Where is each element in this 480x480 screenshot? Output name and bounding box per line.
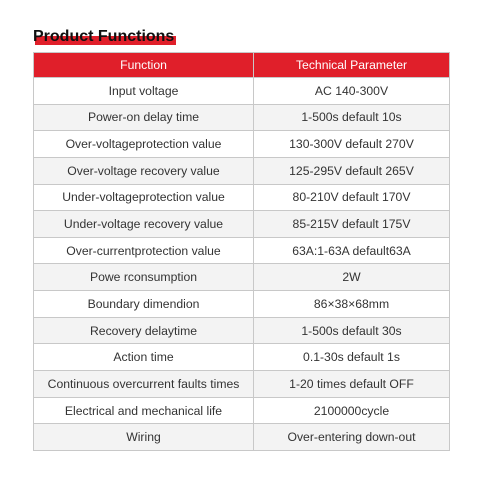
function-cell: Under-voltageprotection value [34, 184, 254, 211]
parameter-cell: AC 140-300V [254, 78, 450, 105]
function-cell: Power-on delay time [34, 104, 254, 131]
function-cell: Electrical and mechanical life [34, 397, 254, 424]
parameter-cell: 130-300V default 270V [254, 131, 450, 158]
function-cell: Input voltage [34, 78, 254, 105]
table-row [34, 264, 450, 291]
function-cell: Boundary dimendion [34, 291, 254, 318]
function-cell: Over-voltage recovery value [34, 157, 254, 184]
page-title: Product Functions [33, 28, 175, 45]
parameter-cell: 1-500s default 10s [254, 104, 450, 131]
parameter-cell: 86×38×68mm [254, 291, 450, 318]
parameter-cell: 63A:1-63A default63A [254, 237, 450, 264]
parameter-cell: 2W [254, 264, 450, 291]
parameter-cell: 2100000cycle [254, 397, 450, 424]
table-row [34, 184, 450, 211]
table-header-row [34, 53, 450, 78]
parameter-cell: 85-215V default 175V [254, 211, 450, 238]
table-row [34, 237, 450, 264]
function-cell: Recovery delaytime [34, 317, 254, 344]
table-row [34, 424, 450, 451]
function-cell: Continuous overcurrent faults times [34, 371, 254, 398]
function-cell: Wiring [34, 424, 254, 451]
function-cell: Over-voltageprotection value [34, 131, 254, 158]
parameter-cell: 0.1-30s default 1s [254, 344, 450, 371]
table-row [34, 78, 450, 105]
parameter-cell: 125-295V default 265V [254, 157, 450, 184]
table-row [34, 131, 450, 158]
table-row [34, 397, 450, 424]
table-row [34, 344, 450, 371]
function-cell: Over-currentprotection value [34, 237, 254, 264]
table-body [34, 78, 450, 451]
parameter-cell: 80-210V default 170V [254, 184, 450, 211]
table-row [34, 371, 450, 398]
parameter-cell: 1-500s default 30s [254, 317, 450, 344]
parameter-cell: Over-entering down-out [254, 424, 450, 451]
heading-block [33, 28, 174, 46]
column-header-parameter: Technical Parameter [254, 53, 450, 78]
parameters-table [33, 52, 450, 451]
table-row [34, 291, 450, 318]
function-cell: Action time [34, 344, 254, 371]
table-row [34, 157, 450, 184]
table-row [34, 211, 450, 238]
parameter-cell: 1-20 times default OFF [254, 371, 450, 398]
table-row [34, 104, 450, 131]
function-cell: Powe rconsumption [34, 264, 254, 291]
column-header-function: Function [34, 53, 254, 78]
table-row [34, 317, 450, 344]
function-cell: Under-voltage recovery value [34, 211, 254, 238]
